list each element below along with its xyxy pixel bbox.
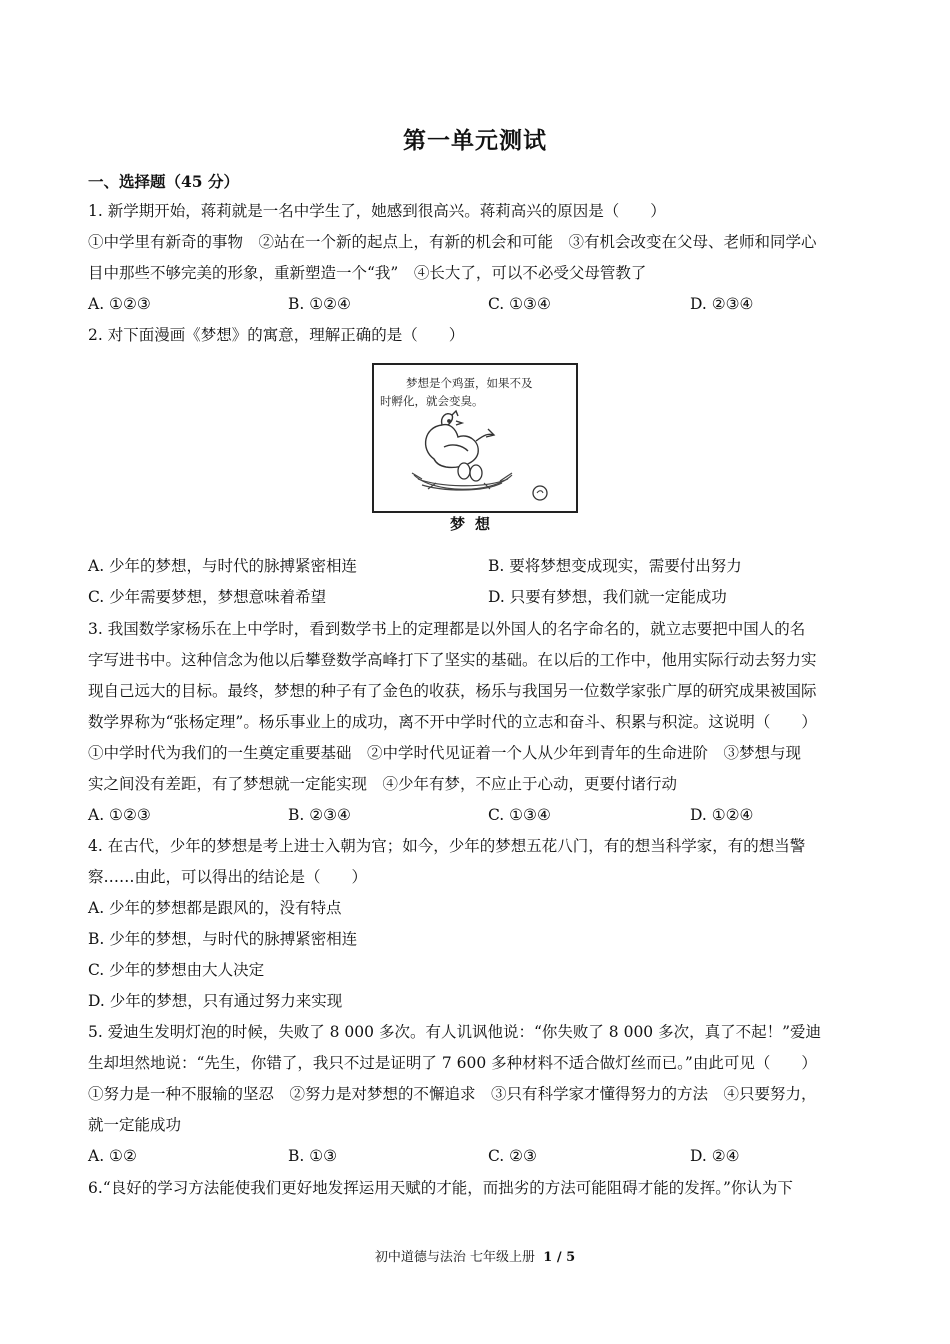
q1-stem: 1. 新学期开始，蒋莉就是一名中学生了，她感到很高兴。蒋莉高兴的原因是（ ） xyxy=(88,202,666,220)
q3-option-b: B. ②③④ xyxy=(288,806,351,824)
q4-option-a: A. 少年的梦想都是跟风的，没有特点 xyxy=(88,899,342,917)
q3-options xyxy=(88,800,878,831)
q5-option-a: A. ①② xyxy=(88,1147,137,1165)
q3-statements-line2: 实之间没有差距，有了梦想就一定能实现 ④少年有梦，不应止于心动，更要付诸行动 xyxy=(88,775,678,793)
q2-options-row1 xyxy=(88,551,878,582)
q3-option-a: A. ①②③ xyxy=(88,806,151,824)
q1-option-c: C. ①③④ xyxy=(488,295,551,313)
q3-option-d: D. ①②④ xyxy=(690,806,754,824)
q4-option-d: D. 少年的梦想，只有通过努力来实现 xyxy=(88,992,343,1010)
rotten-egg-icon xyxy=(533,486,547,500)
q2-stem: 2. 对下面漫画《梦想》的寓意，理解正确的是（ ） xyxy=(88,326,465,344)
q4-stem-line2: 察……由此，可以得出的结论是（ ） xyxy=(88,868,368,886)
q5-option-d: D. ②④ xyxy=(690,1147,740,1165)
q4-option-b: B. 少年的梦想，与时代的脉搏紧密相连 xyxy=(88,930,358,948)
q5-options xyxy=(88,1141,878,1172)
q5-option-c: C. ②③ xyxy=(488,1147,537,1165)
q1-statements-line2: 目中那些不够完美的形象，重新塑造一个“我” ④长大了，可以不必受父母管教了 xyxy=(88,264,647,282)
q6-stem-line1: 6.“良好的学习方法能使我们更好地发挥运用天赋的才能，而拙劣的方法可能阻碍才能的发挥。”你认为下 xyxy=(88,1179,793,1197)
section-heading: 一、选择题（45 分） xyxy=(88,172,239,191)
q3-stem-line1: 3. 我国数学家杨乐在上中学时，看到数学书上的定理都是以外国人的名字命名的，就立志要把中国人的名 xyxy=(88,620,806,638)
q5-statements-line1: ①努力是一种不服输的坚忍 ②努力是对梦想的不懈追求 ③只有科学家才懂得努力的方法 ④只要努力， xyxy=(88,1085,817,1103)
q5-stem-line1: 5. 爱迪生发明灯泡的时候，失败了 8 000 多次。有人讥讽他说：“你失败了 8 000 多次，真了不起！”爱迪 xyxy=(88,1023,822,1041)
q3-stem-line2: 字写进书中。这种信念为他以后攀登数学高峰打下了坚实的基础。在以后的工作中，他用实际行动去努力实 xyxy=(88,651,817,669)
page-title: 第一单元测试 xyxy=(403,127,547,154)
q1-options xyxy=(88,289,878,320)
q4-option-c: C. 少年的梦想由大人决定 xyxy=(88,961,265,979)
egg-icon xyxy=(458,463,470,479)
q1-option-a: A. ①②③ xyxy=(88,295,151,313)
q3-option-c: C. ①③④ xyxy=(488,806,551,824)
q2-option-a: A. 少年的梦想，与时代的脉搏紧密相连 xyxy=(88,557,358,575)
q2-option-c: C. 少年需要梦想，梦想意味着希望 xyxy=(88,588,327,606)
q2-options-row2 xyxy=(88,582,878,613)
egg-icon xyxy=(470,465,482,481)
q1-option-b: B. ①②④ xyxy=(288,295,351,313)
page-number: 1 / 5 xyxy=(543,1250,576,1265)
page-footer xyxy=(0,1246,950,1265)
q5-statements-line2: 就一定能成功 xyxy=(88,1116,182,1134)
dream-cartoon xyxy=(372,363,578,513)
q4-stem-line1: 4. 在古代，少年的梦想是考上进士入朝为官；如今，少年的梦想五花八门，有的想当科学家，有的想当警 xyxy=(88,837,806,855)
q1-statements-line1: ①中学里有新奇的事物 ②站在一个新的起点上，有新的机会和可能 ③有机会改变在父母、老师和同学心 xyxy=(88,233,817,251)
q3-stem-line3: 现自己远大的目标。最终，梦想的种子有了金色的收获，杨乐与我国另一位数学家张广厚的研究成果被国际 xyxy=(88,682,817,700)
q5-option-b: B. ①③ xyxy=(288,1147,338,1165)
cartoon-caption: 梦想 xyxy=(449,515,500,533)
cartoon-text-line2: 时孵化，就会变臭。 xyxy=(380,394,484,408)
q1-option-d: D. ②③④ xyxy=(690,295,754,313)
q2-option-b: B. 要将梦想变成现实，需要付出努力 xyxy=(488,557,742,575)
q5-stem-line2: 生却坦然地说：“先生，你错了，我只不过是证明了 7 600 多种材料不适合做灯丝而已。”由此可见（ ） xyxy=(88,1054,817,1072)
q3-statements-line1: ①中学时代为我们的一生奠定重要基础 ②中学时代见证着一个人从少年到青年的生命进阶 ③梦想与现 xyxy=(88,744,802,762)
q3-stem-line4: 数学界称为“张杨定理”。杨乐事业上的成功，离不开中学时代的立志和奋斗、积累与积淀。这说明（ ） xyxy=(88,713,817,731)
cartoon-text-line1: 梦想是个鸡蛋，如果不及 xyxy=(406,376,533,390)
footer-text: 初中道德与法治 七年级上册 xyxy=(374,1250,535,1265)
q2-option-d: D. 只要有梦想，我们就一定能成功 xyxy=(488,588,727,606)
